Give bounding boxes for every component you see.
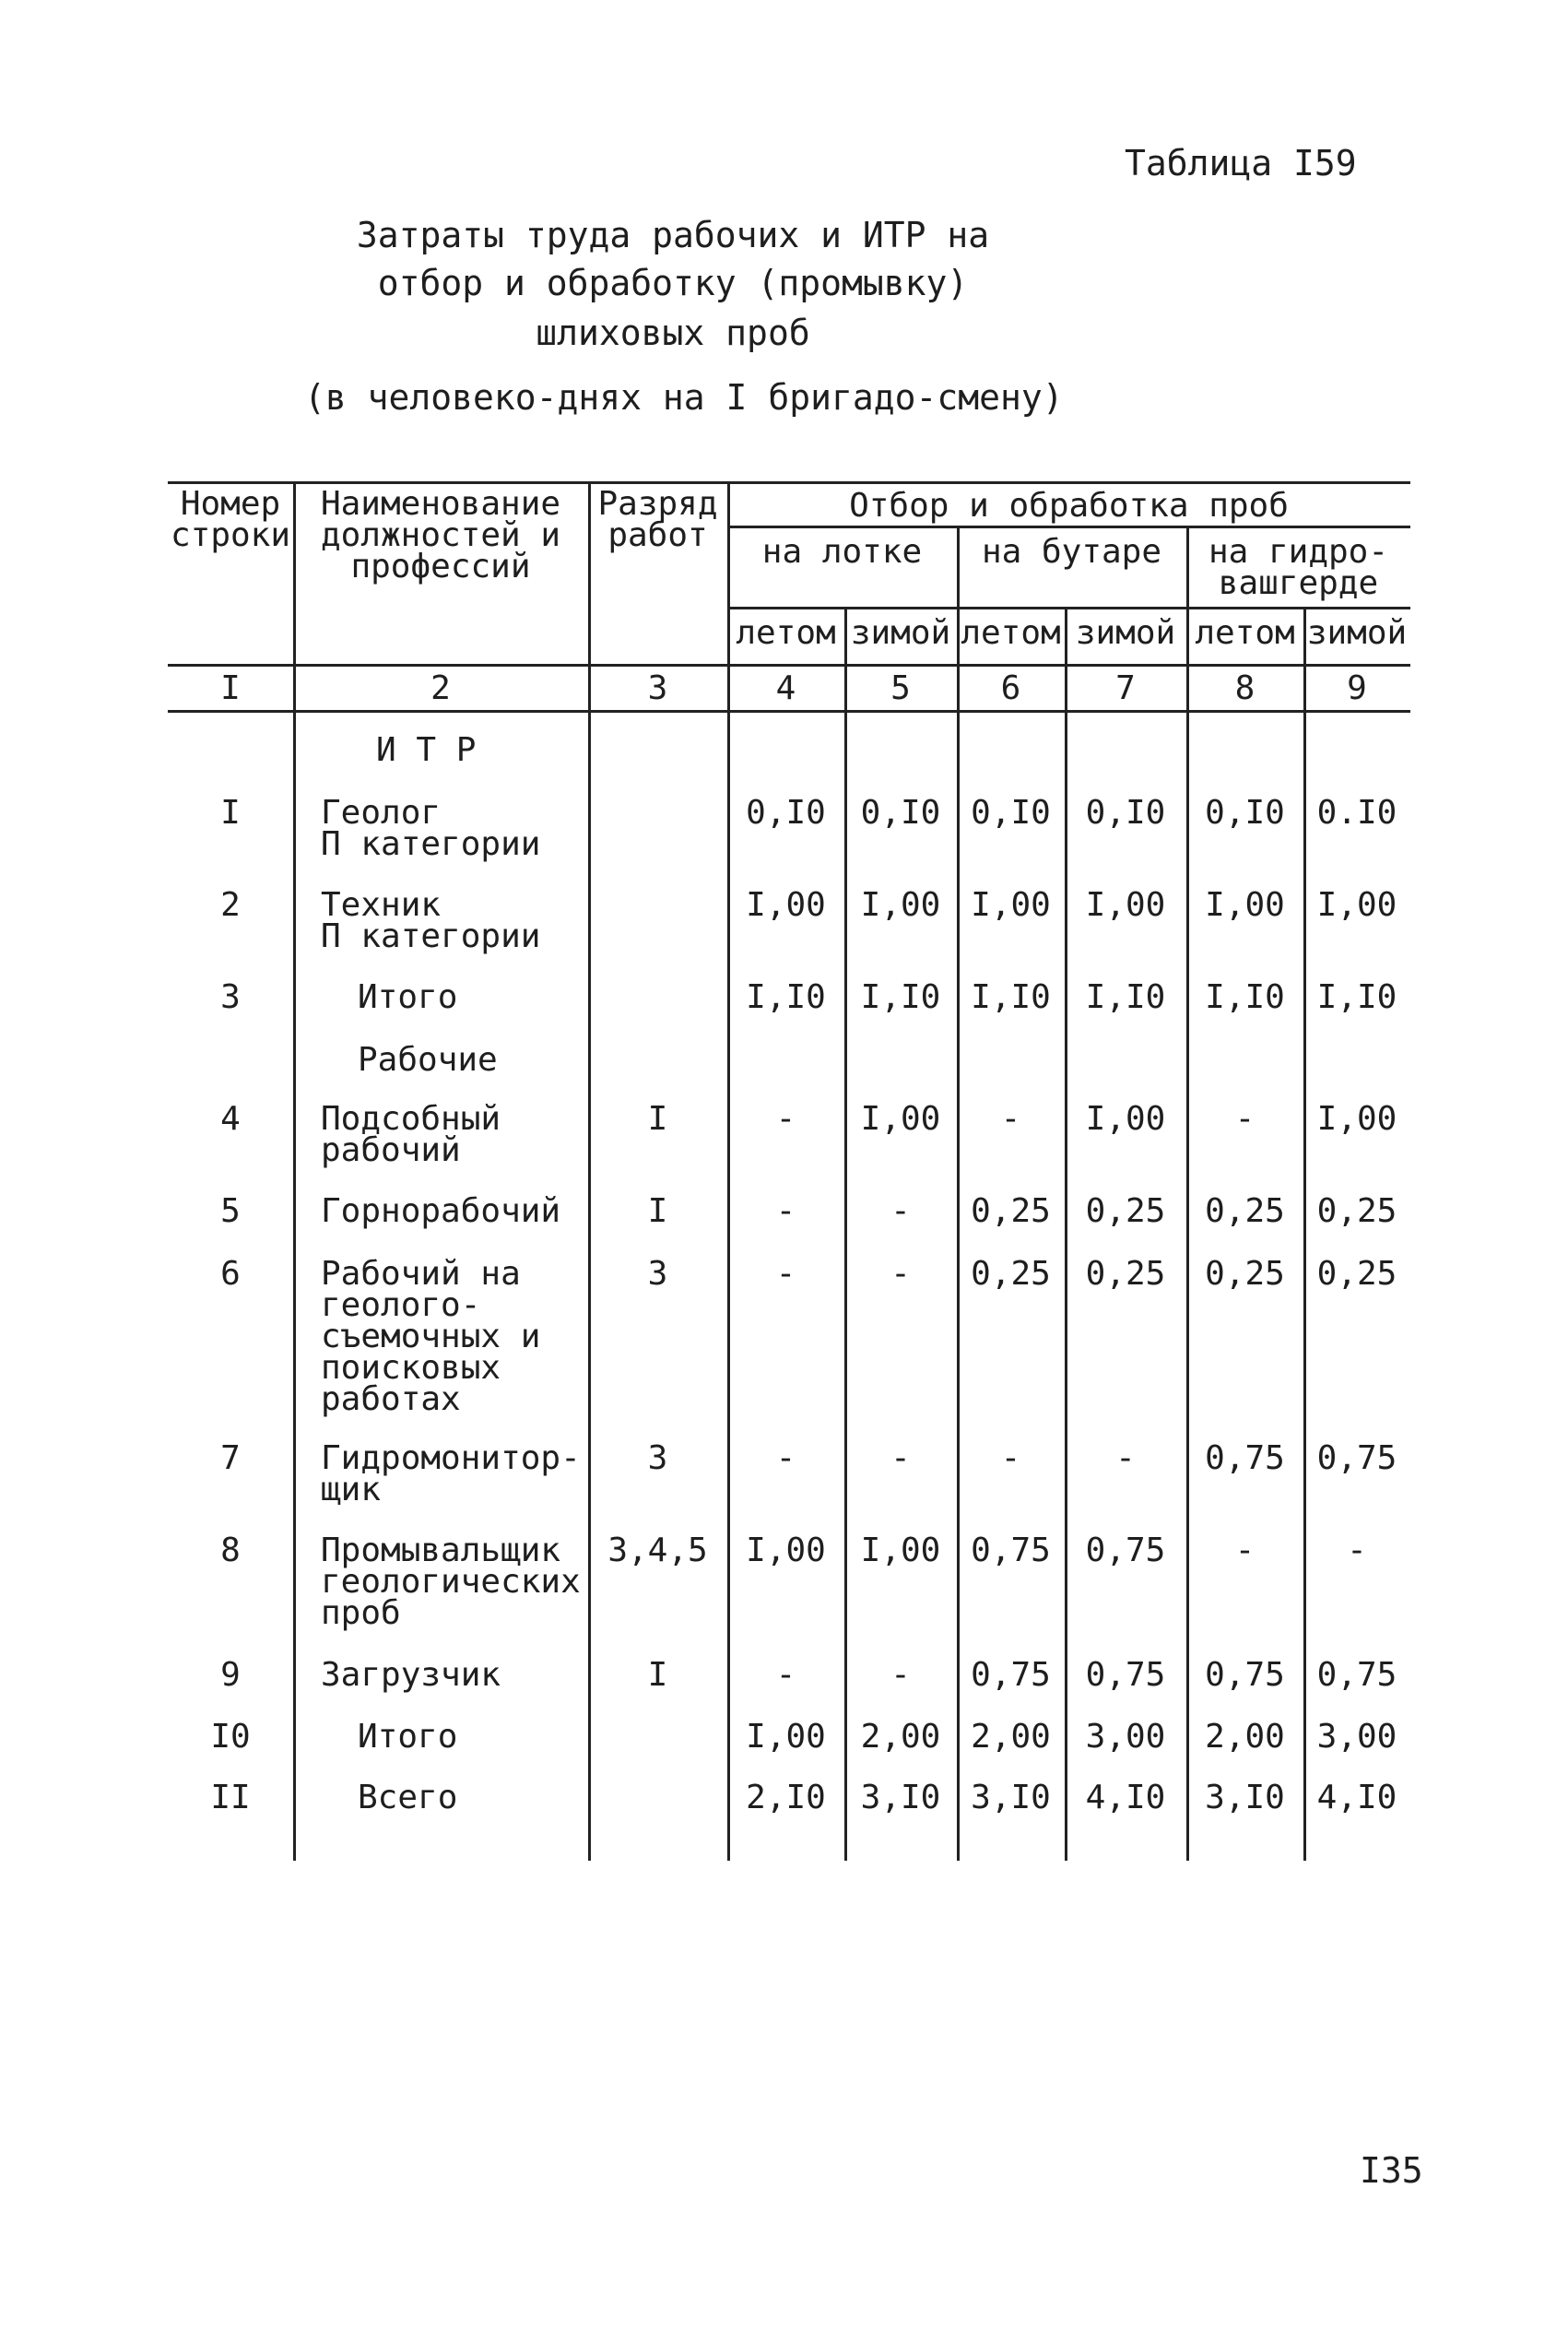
row-value: - bbox=[1347, 1532, 1367, 1569]
row-position-name: съемочных и bbox=[321, 1318, 541, 1355]
row-value: I,I0 bbox=[746, 978, 826, 1016]
row-position-name: Техник bbox=[321, 886, 442, 924]
row-number: 2 bbox=[220, 886, 241, 924]
column-number: 7 bbox=[1115, 669, 1136, 707]
table-label: Таблица I59 bbox=[1125, 143, 1357, 183]
row-position-name: Рабочий на bbox=[321, 1255, 521, 1293]
row-value: - bbox=[1115, 1439, 1136, 1477]
row-position-name: Загрузчик bbox=[321, 1656, 501, 1694]
column-number: 9 bbox=[1347, 669, 1367, 707]
row-value: - bbox=[1000, 1100, 1021, 1138]
row-position-name: проб bbox=[321, 1594, 401, 1632]
row-number: II bbox=[210, 1779, 251, 1816]
row-value: 4,I0 bbox=[1316, 1779, 1397, 1816]
row-position-name: Промывальщик bbox=[321, 1532, 561, 1569]
row-position-name: Гидромонитор- bbox=[321, 1439, 581, 1477]
row-value: 0,25 bbox=[1085, 1255, 1166, 1293]
row-value: - bbox=[775, 1192, 796, 1230]
column-number: I bbox=[220, 669, 241, 707]
header-winter: зимой bbox=[1306, 614, 1408, 652]
row-number: 7 bbox=[220, 1439, 241, 1477]
number-row-rule bbox=[168, 710, 1410, 713]
header-work-grade: работ bbox=[607, 516, 708, 554]
row-value: 3,00 bbox=[1316, 1718, 1397, 1756]
row-number: 8 bbox=[220, 1532, 241, 1569]
row-value: I,I0 bbox=[971, 978, 1051, 1016]
row-number: I bbox=[220, 794, 241, 832]
row-value: 0,75 bbox=[1316, 1439, 1397, 1477]
column-number: 3 bbox=[647, 669, 668, 707]
row-value: 2,00 bbox=[860, 1718, 941, 1756]
table-top-rule bbox=[168, 481, 1410, 484]
row-value: 0,75 bbox=[1085, 1656, 1166, 1694]
row-value: 0,75 bbox=[1085, 1532, 1166, 1569]
row-value: 3,I0 bbox=[971, 1779, 1051, 1816]
row-value: 0.I0 bbox=[1316, 794, 1397, 832]
row-value: 0,25 bbox=[1085, 1192, 1166, 1230]
row-value: - bbox=[890, 1192, 911, 1230]
row-value: 0,I0 bbox=[746, 794, 826, 832]
row-value: 2,I0 bbox=[746, 1779, 826, 1816]
row-value: I,00 bbox=[746, 1718, 826, 1756]
row-value: - bbox=[1000, 1439, 1021, 1477]
row-value: 0,25 bbox=[1316, 1255, 1397, 1293]
row-value: 0,75 bbox=[1205, 1439, 1285, 1477]
row-value: 0,25 bbox=[1316, 1192, 1397, 1230]
header-sampling-group: Отбор и обработка проб bbox=[849, 487, 1289, 525]
row-value: I,00 bbox=[860, 1532, 941, 1569]
row-position-name: работах bbox=[321, 1380, 461, 1418]
row-grade: I bbox=[647, 1192, 668, 1230]
row-value: - bbox=[890, 1656, 911, 1694]
table-title-line-3: шлиховых проб bbox=[536, 313, 810, 353]
row-value: I,00 bbox=[971, 886, 1051, 924]
header-row-number: строки bbox=[170, 516, 291, 554]
row-value: I,00 bbox=[746, 1532, 826, 1569]
row-value: 2,00 bbox=[971, 1718, 1051, 1756]
row-number: 5 bbox=[220, 1192, 241, 1230]
row-position-name: Геолог bbox=[321, 794, 442, 832]
row-number: I0 bbox=[210, 1718, 251, 1756]
header-hydro-washer: вашгерде bbox=[1218, 564, 1379, 602]
row-value: - bbox=[890, 1439, 911, 1477]
row-position-name: Подсобный bbox=[321, 1100, 501, 1138]
row-value: I,00 bbox=[1316, 886, 1397, 924]
header-position-name: Наименование bbox=[320, 485, 561, 523]
row-position-name: рабочий bbox=[321, 1131, 461, 1169]
row-value: - bbox=[775, 1255, 796, 1293]
section-workers: Рабочие bbox=[358, 1041, 498, 1079]
row-value: 0,25 bbox=[971, 1255, 1051, 1293]
row-position-name: П категории bbox=[321, 917, 541, 955]
row-position-name: поисковых bbox=[321, 1349, 501, 1387]
row-grade: 3 bbox=[647, 1439, 668, 1477]
row-value: 0,75 bbox=[1205, 1656, 1285, 1694]
row-value: - bbox=[1234, 1100, 1256, 1138]
row-position-name: Горнорабочий bbox=[321, 1192, 561, 1230]
row-value: 0,I0 bbox=[860, 794, 941, 832]
row-position-name: Итого bbox=[358, 978, 458, 1016]
row-value: 0,75 bbox=[971, 1532, 1051, 1569]
row-value: 0,I0 bbox=[1085, 794, 1166, 832]
group-header-rule bbox=[727, 526, 1410, 528]
row-value: 0,75 bbox=[971, 1656, 1051, 1694]
row-value: 0,25 bbox=[971, 1192, 1051, 1230]
row-grade: I bbox=[647, 1656, 668, 1694]
header-summer: летом bbox=[736, 614, 836, 652]
table-unit-note: (в человеко-днях на I бригадо-смену) bbox=[304, 377, 1064, 418]
row-value: - bbox=[1234, 1532, 1256, 1569]
row-value: I,00 bbox=[860, 1100, 941, 1138]
row-position-name: геолого- bbox=[321, 1286, 481, 1324]
row-value: I,I0 bbox=[1085, 978, 1166, 1016]
header-bottom-rule bbox=[168, 664, 1410, 667]
header-winter: зимой bbox=[850, 614, 951, 652]
row-value: 3,I0 bbox=[1205, 1779, 1285, 1816]
header-row-number: Номер bbox=[180, 485, 281, 523]
row-value: I,00 bbox=[746, 886, 826, 924]
row-value: 0,25 bbox=[1205, 1192, 1285, 1230]
row-grade: I bbox=[647, 1100, 668, 1138]
season-header-rule bbox=[727, 607, 1410, 609]
row-value: - bbox=[775, 1656, 796, 1694]
row-value: - bbox=[775, 1439, 796, 1477]
row-value: I,I0 bbox=[1205, 978, 1285, 1016]
header-summer: летом bbox=[961, 614, 1061, 652]
row-value: 4,I0 bbox=[1085, 1779, 1166, 1816]
header-tray: на лотке bbox=[761, 533, 923, 571]
column-number: 2 bbox=[430, 669, 451, 707]
column-number: 4 bbox=[775, 669, 796, 707]
row-position-name: геологических bbox=[321, 1563, 581, 1601]
header-work-grade: Разряд bbox=[597, 485, 718, 523]
row-value: 0,25 bbox=[1205, 1255, 1285, 1293]
header-position-name: профессий bbox=[350, 548, 531, 585]
section-itr: И Т Р bbox=[376, 731, 477, 769]
row-grade: 3 bbox=[647, 1255, 668, 1293]
row-value: 0,75 bbox=[1316, 1656, 1397, 1694]
page-number: I35 bbox=[1360, 2150, 1423, 2191]
row-value: I,00 bbox=[1205, 886, 1285, 924]
row-number: 6 bbox=[220, 1255, 241, 1293]
row-value: 0,I0 bbox=[1205, 794, 1285, 832]
header-summer: летом bbox=[1195, 614, 1295, 652]
header-hydro-washer: на гидро- bbox=[1208, 533, 1389, 571]
row-value: I,00 bbox=[860, 886, 941, 924]
row-value: I,00 bbox=[1085, 1100, 1166, 1138]
row-position-name: Итого bbox=[358, 1718, 458, 1756]
row-value: 2,00 bbox=[1205, 1718, 1285, 1756]
column-number: 8 bbox=[1234, 669, 1256, 707]
row-number: 9 bbox=[220, 1656, 241, 1694]
table-title-line-2: отбор и обработку (промывку) bbox=[377, 263, 969, 303]
row-position-name: Всего bbox=[358, 1779, 458, 1816]
row-position-name: щик bbox=[321, 1471, 382, 1508]
row-value: I,00 bbox=[1085, 886, 1166, 924]
column-number: 5 bbox=[890, 669, 911, 707]
row-value: 3,00 bbox=[1085, 1718, 1166, 1756]
row-value: I,I0 bbox=[1316, 978, 1397, 1016]
row-grade: 3,4,5 bbox=[607, 1532, 708, 1569]
row-value: - bbox=[775, 1100, 796, 1138]
column-number: 6 bbox=[1000, 669, 1021, 707]
row-value: - bbox=[890, 1255, 911, 1293]
row-number: 4 bbox=[220, 1100, 241, 1138]
row-value: I,00 bbox=[1316, 1100, 1397, 1138]
header-winter: зимой bbox=[1075, 614, 1176, 652]
row-value: 3,I0 bbox=[860, 1779, 941, 1816]
header-position-name: должностей и bbox=[320, 516, 561, 554]
row-value: I,I0 bbox=[860, 978, 941, 1016]
header-sluice: на бутаре bbox=[981, 533, 1162, 571]
row-value: 0,I0 bbox=[971, 794, 1051, 832]
row-number: 3 bbox=[220, 978, 241, 1016]
table-title-line-1: Затраты труда рабочих и ИТР на bbox=[356, 215, 990, 255]
row-position-name: П категории bbox=[321, 825, 541, 863]
